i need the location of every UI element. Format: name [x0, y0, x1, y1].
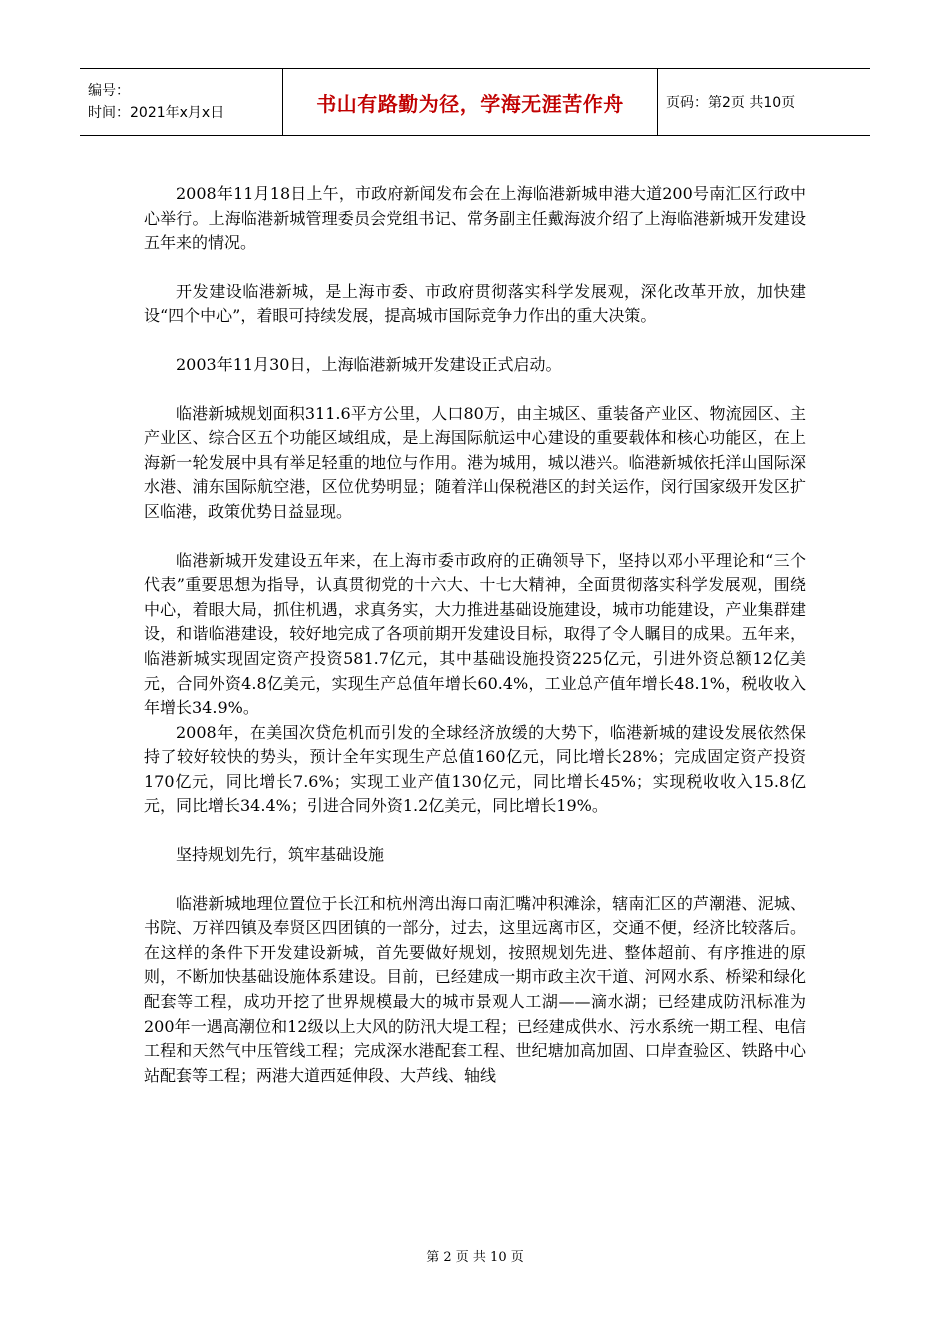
document-body: [144, 182, 806, 1088]
paragraph: 2008年11月18日上午，市政府新闻发布会在上海临港新城申港大道200号南汇区行政中心举行。上海临港新城管理委员会党组书记、常务副主任戴海波介绍了上海临港新城开发建设五年来的情况。: [144, 184, 806, 253]
header-motto-cell: [283, 69, 658, 135]
header-page-info: 页码：第2页 共10页: [666, 95, 796, 111]
header-meta: [80, 69, 283, 135]
page-footer: 第 2 页 共 10 页: [426, 1250, 524, 1265]
paragraph: 临港新城开发建设五年来，在上海市委市政府的正确领导下，坚持以邓小平理论和“三个代表”重要思想为指导，认真贯彻党的十六大、十七大精神，全面贯彻落实科学发展观，围绕中心，着眼大局，抓住机遇，求真务实，大力推进基础设施建设，城市功能建设，产业集群建设，和谐临港建设，较好地完成了各项前期开发建设目标，取得了令人瞩目的成果。五年来，临港新城实现固定资产投资581.7亿元，其中基础设施投资225亿元，引进外资总额12亿美元，合同外资4.8亿美元，实现生产总值年增长60.4%，工业总产值年增长48.1%，税收收入年增长34.9%。: [144, 550, 806, 718]
header-page-cell: [658, 69, 870, 135]
document-date: 时间：2021年x月x日: [88, 105, 225, 121]
header-motto: 书山有路勤为径，学海无涯苦作舟: [316, 91, 624, 116]
section-heading: 坚持规划先行，筑牢基础设施: [176, 845, 385, 865]
header-table: [80, 68, 870, 136]
paragraph: 2008年，在美国次贷危机而引发的全球经济放缓的大势下，临港新城的建设发展依然保持了较好较快的势头，预计全年实现生产总值160亿元，同比增长28%；完成固定资产投资170亿元，同比增长7.6%；实现工业产值130亿元，同比增长45%；实现税收收入15.8亿元，同比增长34.4%；引进合同外资1.2亿美元，同比增长19%。: [144, 722, 806, 816]
document-number-label: 编号：: [88, 83, 130, 99]
paragraph: 2003年11月30日，上海临港新城开发建设正式启动。: [176, 354, 562, 374]
paragraph: 临港新城地理位置位于长江和杭州湾出海口南汇嘴冲积滩涂，辖南汇区的芦潮港、泥城、书院、万祥四镇及奉贤区四团镇的一部分，过去，这里远离市区，交通不便，经济比较落后。在这样的条件下开发建设新城，首先要做好规划，按照规划先进、整体超前、有序推进的原则，不断加快基础设施体系建设。目前，已经建成一期市政主次干道、河网水系、桥梁和绿化配套等工程，成功开挖了世界规模最大的城市景观人工湖——滴水湖；已经建成防汛标准为200年一遇高潮位和12级以上大风的防汛大堤工程；已经建成供水、污水系统一期工程、电信工程和天然气中压管线工程；完成深水港配套工程、世纪塘加高加固、口岸查验区、铁路中心站配套等工程；两港大道西延伸段、大芦线、轴线: [144, 893, 806, 1085]
paragraph: 临港新城规划面积311.6平方公里，人口80万，由主城区、重装备产业区、物流园区、主产业区、综合区五个功能区域组成，是上海国际航运中心建设的重要载体和核心功能区，在上海新一轮发展中具有举足轻重的地位与作用。港为城用，城以港兴。临港新城依托洋山国际深水港、浦东国际航空港，区位优势明显；随着洋山保税港区的封关运作，闵行国家级开发区扩区临港，政策优势日益显现。: [144, 403, 806, 521]
paragraph: 开发建设临港新城，是上海市委、市政府贯彻落实科学发展观，深化改革开放，加快建设“四个中心”，着眼可持续发展，提高城市国际竞争力作出的重大决策。: [144, 281, 806, 326]
